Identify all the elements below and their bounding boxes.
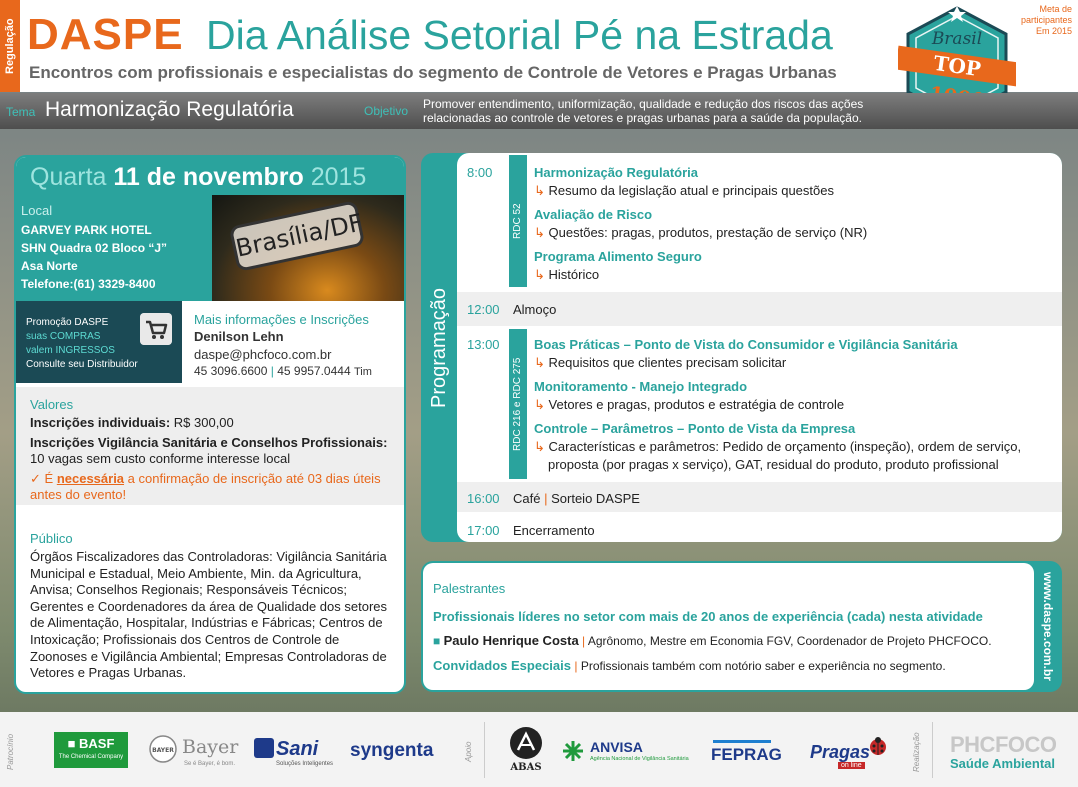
feprag-stripe	[713, 740, 771, 743]
patrocinio-label: Patrocínio	[6, 733, 15, 771]
pragas-online-tag: on line	[838, 762, 865, 769]
item-title: Boas Práticas – Ponto de Vista do Consumidor e Vigilância Sanitária	[534, 337, 958, 352]
pragas-online-logo: Pragas	[810, 742, 871, 762]
city-sign: Brasília/DF	[229, 200, 366, 272]
syngenta-logo: syngenta	[350, 740, 434, 761]
item-sub: ↳ Questões: pragas, produtos, prestação de serviço (NR)	[534, 225, 868, 240]
badge-top: TOP	[932, 50, 983, 82]
guest-speakers: Convidados Especiais | Profissionais também com notório saber e experiência no segmento.	[433, 658, 946, 673]
speakers-content	[423, 563, 1034, 690]
item-title: Harmonização Regulatória	[534, 165, 698, 180]
venue-box	[16, 195, 212, 301]
sani-icon	[254, 738, 274, 758]
venue-phone: Telefone:(61) 3329-8400	[21, 277, 156, 291]
item-sub: ↳ Histórico	[534, 267, 600, 282]
valores-section	[16, 387, 404, 505]
item-sub: ↳ Características e parâmetros: Pedido de orçamento (inspeção), ordem de serviço,	[534, 439, 1022, 454]
contact-phone-1[interactable]: 45 3096.6600	[194, 364, 268, 378]
rdc-52-tag: RDC 52	[509, 155, 527, 287]
valores-label: Valores	[30, 397, 74, 412]
program-schedule	[457, 153, 1062, 542]
individual-price: Inscrições individuais: R$ 300,00	[30, 415, 234, 430]
divider	[932, 722, 933, 778]
item-sub: ↳ Requisitos que clientes precisam solicitar	[534, 355, 787, 370]
theme-bar	[0, 93, 1078, 129]
item-title: Programa Alimento Seguro	[534, 249, 702, 264]
promo-line-1: Promoção DASPE	[26, 317, 109, 328]
publico-text: Órgãos Fiscalizadores das Controladoras: Vigilância Sanitária Municipal e Estadual, Meio Ambiente, Min. da Agricultura, Anvisa; Conselhos Regionais; Responsáveis Técnicos; Gerentes e Coordenadores da área de Qualidade dos setores de Alimentação, Hospitalar, Indústrias e Fábricas; Centros de Intoxicação; Profissionais dos Centros de Controle de Zoonoses e Vigilância Ambiental; Empresas Controladoras de Vetores e Pragas Urbanas.	[30, 549, 388, 681]
promo-box	[16, 301, 182, 383]
brand-logo: DASPE	[27, 10, 184, 59]
phcfoco-logo: PHCFOCO	[950, 732, 1057, 757]
anvisa-icon	[562, 740, 584, 762]
header	[0, 0, 1078, 92]
item-sub-continued: proposta (por pragas x serviço), GAT, residual do produto, produto profissional	[548, 457, 999, 472]
local-label: Local	[21, 203, 53, 218]
item-title: Avaliação de Risco	[534, 207, 653, 222]
page-subtitle: Encontros com profissionais e especialistas do segmento de Controle de Vetores e Pragas Urbanas	[29, 63, 837, 82]
publico-label: Público	[30, 531, 73, 546]
venue-district: Asa Norte	[21, 259, 78, 273]
divider	[484, 722, 485, 778]
anvisa-logo: ANVISA	[590, 739, 643, 755]
bayer-cross-logo	[148, 732, 178, 768]
speakers-headline: Profissionais líderes no setor com mais de 20 anos de experiência (cada) nesta atividade	[433, 609, 983, 624]
coffee-row	[457, 482, 1062, 512]
date-bar	[16, 157, 404, 195]
item-title: Monitoramento - Manejo Integrado	[534, 379, 748, 394]
badge-brasil: Brasil	[931, 29, 983, 49]
venue-name: GARVEY PARK HOTEL	[21, 223, 152, 237]
time-1200: 12:00	[467, 302, 500, 317]
time-1300: 13:00	[467, 337, 500, 352]
event-date: Quarta 11 de novembro 2015	[30, 163, 367, 191]
promo-line-4: Consulte seu Distribuidor	[26, 359, 138, 370]
meta-label: Meta de participantes Em 2015	[1020, 4, 1072, 36]
side-tab-regulacao: Regulação	[0, 0, 20, 92]
coffee-text: Café | Sorteio DASPE	[513, 491, 640, 506]
anvisa-tagline: Agência Nacional de Vigilância Sanitária	[590, 756, 689, 762]
apoio-label: Apoio	[464, 741, 473, 763]
bayer-tagline: Se é Bayer, é bom.	[184, 761, 236, 767]
venue-address: SHN Quadra 02 Bloco “J”	[21, 241, 168, 255]
objetivo-label: Objetivo	[364, 104, 409, 118]
objetivo-value: Promover entendimento, uniformização, qualidade e redução dos riscos das ações relacionadas ao controle de vetores e pragas urbanas para a saúde da população.	[423, 97, 864, 125]
tema-label: Tema	[6, 105, 36, 119]
contact-email[interactable]: daspe@phcfoco.com.br	[194, 347, 332, 362]
info-title: Mais informações e Inscrições	[194, 312, 369, 327]
item-title: Controle – Parâmetros – Ponto de Vista da Empresa	[534, 421, 856, 436]
lunch-text: Almoço	[513, 302, 557, 317]
sponsors-footer	[0, 712, 1078, 787]
closing-text: Encerramento	[513, 523, 595, 538]
svg-text:BAYER: BAYER	[152, 747, 174, 754]
confirmation-note: ✓ É necessária a confirmação de inscrição até 03 dias úteis antes do evento!	[30, 471, 381, 502]
city-image	[212, 195, 404, 301]
vigilancia-value: 10 vagas sem custo conforme interesse local	[30, 451, 291, 466]
promo-line-2: suas COMPRAS	[26, 331, 101, 342]
main-speaker: ■ Paulo Henrique Costa | Agrônomo, Mestre em Economia FGV, Coordenador de Projeto PHCFOCO.	[433, 633, 992, 648]
item-sub: ↳ Vetores e pragas, produtos e estratégia de controle	[534, 397, 845, 412]
contact-name: Denilson Lehn	[194, 329, 284, 344]
speakers-label: Palestrantes	[433, 581, 506, 596]
program-label: Programação	[428, 287, 450, 408]
sani-logo: Sani	[276, 738, 319, 760]
abas-logo-mark	[508, 726, 544, 760]
speakers-card	[421, 561, 1062, 692]
vigilancia-label: Inscrições Vigilância Sanitária e Conselhos Profissionais:	[30, 435, 388, 450]
website-link[interactable]: www.daspe.com.br	[1041, 572, 1055, 681]
contact-phones: 45 3096.6600 | 45 9957.0444 Tim	[194, 364, 372, 378]
event-info-card	[14, 155, 406, 694]
tema-value: Harmonização Regulatória	[45, 98, 294, 121]
sani-tagline: Soluções Inteligentes	[276, 761, 334, 767]
time-0800: 8:00	[467, 165, 493, 180]
bullet-icon: ■	[433, 634, 441, 648]
check-icon: ✓	[30, 471, 41, 486]
time-1600: 16:00	[467, 491, 500, 506]
promo-line-3: valem INGRESSOS	[26, 345, 115, 356]
feprag-logo: FEPRAG	[711, 745, 782, 764]
rdc-216-275-tag: RDC 216 e RDC 275	[509, 329, 527, 479]
contact-phone-2[interactable]: 45 9957.0444	[277, 364, 351, 378]
ladybug-icon	[868, 736, 888, 756]
basf-logo: ■ BASF The Chemical Company	[54, 732, 128, 768]
bayer-logo: Bayer	[182, 736, 239, 758]
page-title: Dia Análise Setorial Pé na Estrada	[206, 12, 833, 58]
lunch-row	[457, 292, 1062, 326]
phcfoco-tagline: Saúde Ambiental	[950, 756, 1055, 771]
time-1700: 17:00	[467, 523, 500, 538]
shopping-cart-icon	[140, 313, 172, 345]
item-sub: ↳ Resumo da legislação atual e principais questões	[534, 183, 834, 198]
realizacao-label: Realização	[912, 732, 921, 772]
program-card	[421, 153, 1062, 542]
abas-logo: ABAS	[510, 762, 542, 773]
